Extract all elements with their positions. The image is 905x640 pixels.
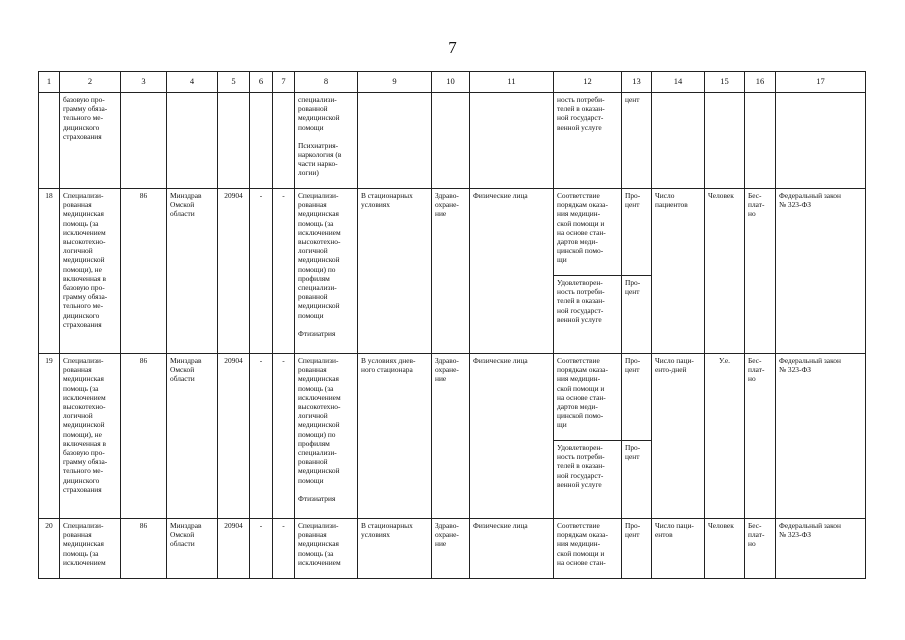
text-line: тельного ме- — [63, 113, 104, 123]
cell-vunit — [705, 189, 745, 354]
text-line: В стационарных — [361, 191, 413, 200]
text-line: помощи — [298, 122, 324, 132]
text-line: цент — [625, 530, 640, 540]
text-line: Физические лица — [473, 521, 528, 530]
cell-vunit — [705, 93, 745, 189]
text-line: медицинская — [298, 539, 339, 549]
cell-sphere — [432, 189, 470, 354]
cell-code5: 20904 — [218, 189, 250, 354]
text-line: порядкам оказа- — [557, 365, 608, 375]
cell-consumers — [470, 189, 554, 354]
cell-pay — [745, 519, 776, 579]
cell-org — [167, 93, 218, 189]
text-line: В условиях днев- — [361, 356, 416, 365]
cell-org — [167, 519, 218, 579]
text-line: Специализи- — [298, 191, 339, 200]
text-line: медицинская — [298, 209, 339, 219]
cell-code5 — [218, 93, 250, 189]
table-row-continued — [39, 93, 866, 189]
text-line: ния медицин- — [557, 539, 601, 549]
text-line: Психиатрия- — [298, 140, 339, 150]
text-line: исключением — [298, 227, 341, 237]
text-line: рованная — [63, 530, 92, 540]
cell-volume — [652, 519, 705, 579]
cell-unit — [622, 519, 652, 579]
text-line: Физические лица — [473, 191, 528, 200]
table-row — [39, 354, 866, 441]
text-line: условиях — [361, 530, 390, 540]
cell-profile — [295, 189, 358, 354]
text-line: Бес- — [748, 521, 762, 530]
cell-unit — [622, 93, 652, 189]
cell-name — [60, 354, 121, 519]
cell-code: 86 — [121, 189, 167, 354]
text-line: медицинская — [63, 209, 104, 219]
services-table — [38, 71, 866, 579]
text-line: Федеральный закон — [779, 356, 841, 365]
text-line: щи — [557, 255, 567, 265]
cell-c6: - — [250, 354, 273, 519]
cell-c7: - — [273, 189, 295, 354]
text-line: рованной — [298, 104, 328, 114]
cell-indicator — [554, 276, 622, 354]
cell-sphere — [432, 519, 470, 579]
text-line: дартов меди- — [557, 402, 598, 412]
text-line: Федеральный закон — [779, 521, 841, 530]
cell-num: 18 — [39, 189, 60, 354]
text-line: Соответствие — [557, 521, 600, 530]
text-line: базовую про- — [63, 95, 105, 104]
table-row — [39, 189, 866, 276]
cell-name — [60, 189, 121, 354]
text-line: № 323-ФЗ — [779, 200, 811, 210]
text-line: помощи), не — [63, 429, 102, 439]
column-header: 12 — [554, 72, 622, 93]
column-header: 11 — [470, 72, 554, 93]
text-line: Здраво- — [435, 356, 459, 365]
cell-conditions — [358, 189, 432, 354]
text-line: профилям — [298, 273, 330, 283]
cell-conditions — [358, 93, 432, 189]
column-header: 6 — [250, 72, 273, 93]
text-line: охране- — [435, 200, 459, 210]
text-line: помощь (за — [298, 383, 334, 393]
text-line: рованная — [298, 200, 327, 210]
text-line: Про- — [625, 443, 641, 452]
column-header: 10 — [432, 72, 470, 93]
text-line: рованная — [63, 365, 92, 375]
cell-conditions — [358, 519, 432, 579]
cell-c7: - — [273, 354, 295, 519]
text-line: тельного ме- — [63, 301, 104, 311]
text-line: дицинского — [63, 310, 100, 320]
text-line: Специализи- — [298, 521, 339, 530]
text-line: плат- — [748, 200, 765, 210]
cell-code — [121, 93, 167, 189]
text-line: Минздрав — [170, 191, 202, 200]
text-line: ской помощи и — [557, 383, 605, 393]
text-line: цент — [625, 452, 640, 462]
text-line: ность потреби- — [557, 287, 605, 297]
column-header: 7 — [273, 72, 295, 93]
column-header: 15 — [705, 72, 745, 93]
cell-profile — [295, 519, 358, 579]
text-line: высокотехно- — [63, 402, 106, 412]
cell-pay — [745, 354, 776, 519]
text-line: помощи) по — [298, 264, 336, 274]
text-line: помощи — [298, 475, 324, 485]
cell-org — [167, 189, 218, 354]
text-line: но — [748, 539, 756, 549]
text-line: специализи- — [298, 95, 337, 104]
text-line: исключением — [298, 557, 341, 567]
text-line: охране- — [435, 530, 459, 540]
column-header: 2 — [60, 72, 121, 93]
text-line: ной государст- — [557, 305, 604, 315]
text-line: Специализи- — [298, 356, 339, 365]
text-line: Омской — [170, 200, 195, 210]
text-line: венной услуге — [557, 122, 602, 132]
text-line: № 323-ФЗ — [779, 365, 811, 375]
text-line: ной государст- — [557, 113, 604, 123]
text-line: дицинского — [63, 475, 100, 485]
text-line: № 323-ФЗ — [779, 530, 811, 540]
text-line: охране- — [435, 365, 459, 375]
text-line: наркология (в — [298, 150, 342, 160]
cell-unit — [622, 276, 652, 354]
text-line: Специализи- — [63, 356, 104, 365]
cell-c6: - — [250, 519, 273, 579]
text-line: В стационарных — [361, 521, 413, 530]
cell-consumers — [470, 354, 554, 519]
cell-conditions — [358, 354, 432, 519]
text-line: Удовлетворен- — [557, 278, 603, 287]
text-line: грамму обяза- — [63, 457, 108, 467]
cell-indicator — [554, 93, 622, 189]
cell-c7 — [273, 93, 295, 189]
text-line: исключением — [63, 557, 106, 567]
text-line: Фтизиатрия — [298, 493, 336, 503]
column-header: 9 — [358, 72, 432, 93]
column-header: 4 — [167, 72, 218, 93]
text-line: исключением — [63, 227, 106, 237]
cell-code5: 20904 — [218, 519, 250, 579]
text-line: медицинской — [63, 420, 105, 430]
text-line: рованной — [298, 457, 328, 467]
text-line: плат- — [748, 530, 765, 540]
text-line: Удовлетворен- — [557, 443, 603, 452]
text-line: помощь (за — [298, 548, 334, 558]
cell-indicator — [554, 519, 622, 579]
page-number: 7 — [448, 38, 457, 57]
text-line: Про- — [625, 521, 641, 530]
text-line: ного стационара — [361, 365, 413, 375]
text-line: помощь (за — [298, 218, 334, 228]
text-line: Омской — [170, 365, 195, 375]
cell-unit — [622, 441, 652, 519]
text-line: помощи — [298, 310, 324, 320]
text-line: рованная — [63, 200, 92, 210]
text-line: цент — [625, 200, 640, 210]
cell-indicator — [554, 441, 622, 519]
text-line: рованной — [298, 292, 328, 302]
text-line: ентов — [655, 530, 673, 540]
text-line: включенная в — [63, 438, 106, 448]
text-line: медицинской — [298, 255, 340, 265]
text-line: цент — [625, 365, 640, 375]
text-line: цент — [625, 287, 640, 297]
text-line: на основе стан- — [557, 227, 606, 237]
cell-c7: - — [273, 519, 295, 579]
text-line: Специализи- — [63, 191, 104, 200]
text-line: медицинской — [298, 301, 340, 311]
cell-num: 19 — [39, 354, 60, 519]
text-line: цент — [625, 95, 640, 104]
text-line: но — [748, 209, 756, 219]
cell-law — [776, 354, 866, 519]
cell-pay — [745, 93, 776, 189]
text-line: Человек — [708, 521, 734, 530]
cell-sphere — [432, 354, 470, 519]
text-line: щи — [557, 420, 567, 430]
text-line: профилям — [298, 438, 330, 448]
text-line: исключением — [298, 392, 341, 402]
text-line: Число паци- — [655, 356, 694, 365]
text-line: порядкам оказа- — [557, 200, 608, 210]
cell-code: 86 — [121, 519, 167, 579]
cell-code: 86 — [121, 354, 167, 519]
text-line: ской помощи и — [557, 218, 605, 228]
text-line: Соответствие — [557, 356, 600, 365]
text-line: логичной — [298, 411, 328, 421]
cell-profile — [295, 93, 358, 189]
text-line: логичной — [63, 246, 93, 256]
table-row — [39, 519, 866, 579]
text-line: телей в оказан- — [557, 461, 605, 471]
text-line: венной услуге — [557, 314, 602, 324]
text-line: Минздрав — [170, 521, 202, 530]
text-line: телей в оказан- — [557, 104, 605, 114]
text-line: ность потреби- — [557, 95, 605, 104]
text-line: ность потреби- — [557, 452, 605, 462]
cell-sphere — [432, 93, 470, 189]
text-line: страхования — [63, 319, 102, 329]
text-line: Бес- — [748, 191, 762, 200]
text-line: рованная — [298, 365, 327, 375]
text-line: Минздрав — [170, 356, 202, 365]
text-line: исключением — [63, 392, 106, 402]
text-line: медицинская — [63, 539, 104, 549]
text-line: грамму обяза- — [63, 104, 108, 114]
text-line: Специализи- — [63, 521, 104, 530]
cell-unit — [622, 189, 652, 276]
text-line: дартов меди- — [557, 237, 598, 247]
text-line: ние — [435, 539, 447, 549]
column-header: 1 — [39, 72, 60, 93]
column-header: 3 — [121, 72, 167, 93]
text-line: порядкам оказа- — [557, 530, 608, 540]
text-line: специализи- — [298, 448, 337, 458]
text-line: логии) — [298, 168, 319, 178]
text-line: условиях — [361, 200, 390, 210]
text-line: помощи), не — [63, 264, 102, 274]
cell-num: 20 — [39, 519, 60, 579]
text-line: тельного ме- — [63, 466, 104, 476]
text-line: ской помощи и — [557, 548, 605, 558]
cell-pay — [745, 189, 776, 354]
text-line: Омской — [170, 530, 195, 540]
cell-c6: - — [250, 189, 273, 354]
text-line: дицинского — [63, 122, 100, 132]
text-line: помощь (за — [63, 218, 99, 228]
text-line: рованная — [298, 530, 327, 540]
text-line: Федеральный закон — [779, 191, 841, 200]
text-line: ния медицин- — [557, 209, 601, 219]
text-line: плат- — [748, 365, 765, 375]
column-header: 17 — [776, 72, 866, 93]
text-line: страхования — [63, 484, 102, 494]
cell-indicator — [554, 189, 622, 276]
text-line: области — [170, 209, 195, 219]
text-line: Про- — [625, 356, 641, 365]
text-line: медицинская — [298, 374, 339, 384]
text-line: базовую про- — [63, 283, 105, 293]
text-line: базовую про- — [63, 448, 105, 458]
text-line: цинской помо- — [557, 411, 604, 421]
text-line: логичной — [298, 246, 328, 256]
text-line: но — [748, 374, 756, 384]
text-line: Здраво- — [435, 191, 459, 200]
text-line: области — [170, 374, 195, 384]
text-line: цинской помо- — [557, 246, 604, 256]
cell-code5: 20904 — [218, 354, 250, 519]
text-line: ной государст- — [557, 470, 604, 480]
text-line: Число паци- — [655, 521, 694, 530]
text-line: высокотехно- — [298, 237, 341, 247]
text-line: У.е. — [718, 356, 730, 365]
cell-volume — [652, 93, 705, 189]
text-line: енто-дней — [655, 365, 687, 375]
text-line: телей в оказан- — [557, 296, 605, 306]
cell-vunit — [705, 354, 745, 519]
text-line: на основе стан- — [557, 557, 606, 567]
text-line: Про- — [625, 278, 641, 287]
text-line: ния медицин- — [557, 374, 601, 384]
cell-volume — [652, 354, 705, 519]
cell-profile — [295, 354, 358, 519]
text-line: Фтизиатрия — [298, 328, 336, 338]
cell-consumers — [470, 519, 554, 579]
text-line: Про- — [625, 191, 641, 200]
cell-c6 — [250, 93, 273, 189]
text-line: части нарко- — [298, 159, 338, 169]
text-line: медицинская — [63, 374, 104, 384]
cell-law — [776, 93, 866, 189]
cell-law — [776, 189, 866, 354]
cell-unit — [622, 354, 652, 441]
text-line: страхования — [63, 131, 102, 141]
cell-name — [60, 93, 121, 189]
text-line: ние — [435, 374, 447, 384]
column-header: 8 — [295, 72, 358, 93]
text-line: высокотехно- — [63, 237, 106, 247]
text-line: венной услуге — [557, 479, 602, 489]
text-line: медицинской — [298, 113, 340, 123]
cell-indicator — [554, 354, 622, 441]
column-header: 14 — [652, 72, 705, 93]
column-header: 5 — [218, 72, 250, 93]
column-header: 13 — [622, 72, 652, 93]
text-line: Число пациентов — [655, 191, 688, 210]
text-line: специализи- — [298, 283, 337, 293]
text-line: помощь (за — [63, 548, 99, 558]
cell-name — [60, 519, 121, 579]
text-line: помощи) по — [298, 429, 336, 439]
cell-volume — [652, 189, 705, 354]
text-line: Бес- — [748, 356, 762, 365]
text-line: грамму обяза- — [63, 292, 108, 302]
text-line: включенная в — [63, 273, 106, 283]
cell-org — [167, 354, 218, 519]
text-line: помощь (за — [63, 383, 99, 393]
text-line: Соответствие — [557, 191, 600, 200]
text-line: на основе стан- — [557, 392, 606, 402]
text-line: высокотехно- — [298, 402, 341, 412]
cell-consumers — [470, 93, 554, 189]
text-line: логичной — [63, 411, 93, 421]
column-header-row — [39, 72, 866, 93]
text-line: Физические лица — [473, 356, 528, 365]
cell-vunit — [705, 519, 745, 579]
text-line: области — [170, 539, 195, 549]
cell-law — [776, 519, 866, 579]
text-line: медицинской — [63, 255, 105, 265]
text-line: медицинской — [298, 466, 340, 476]
text-line: Человек — [708, 191, 734, 200]
text-line: Здраво- — [435, 521, 459, 530]
text-line: медицинской — [298, 420, 340, 430]
column-header: 16 — [745, 72, 776, 93]
cell-num — [39, 93, 60, 189]
text-line: ние — [435, 209, 447, 219]
